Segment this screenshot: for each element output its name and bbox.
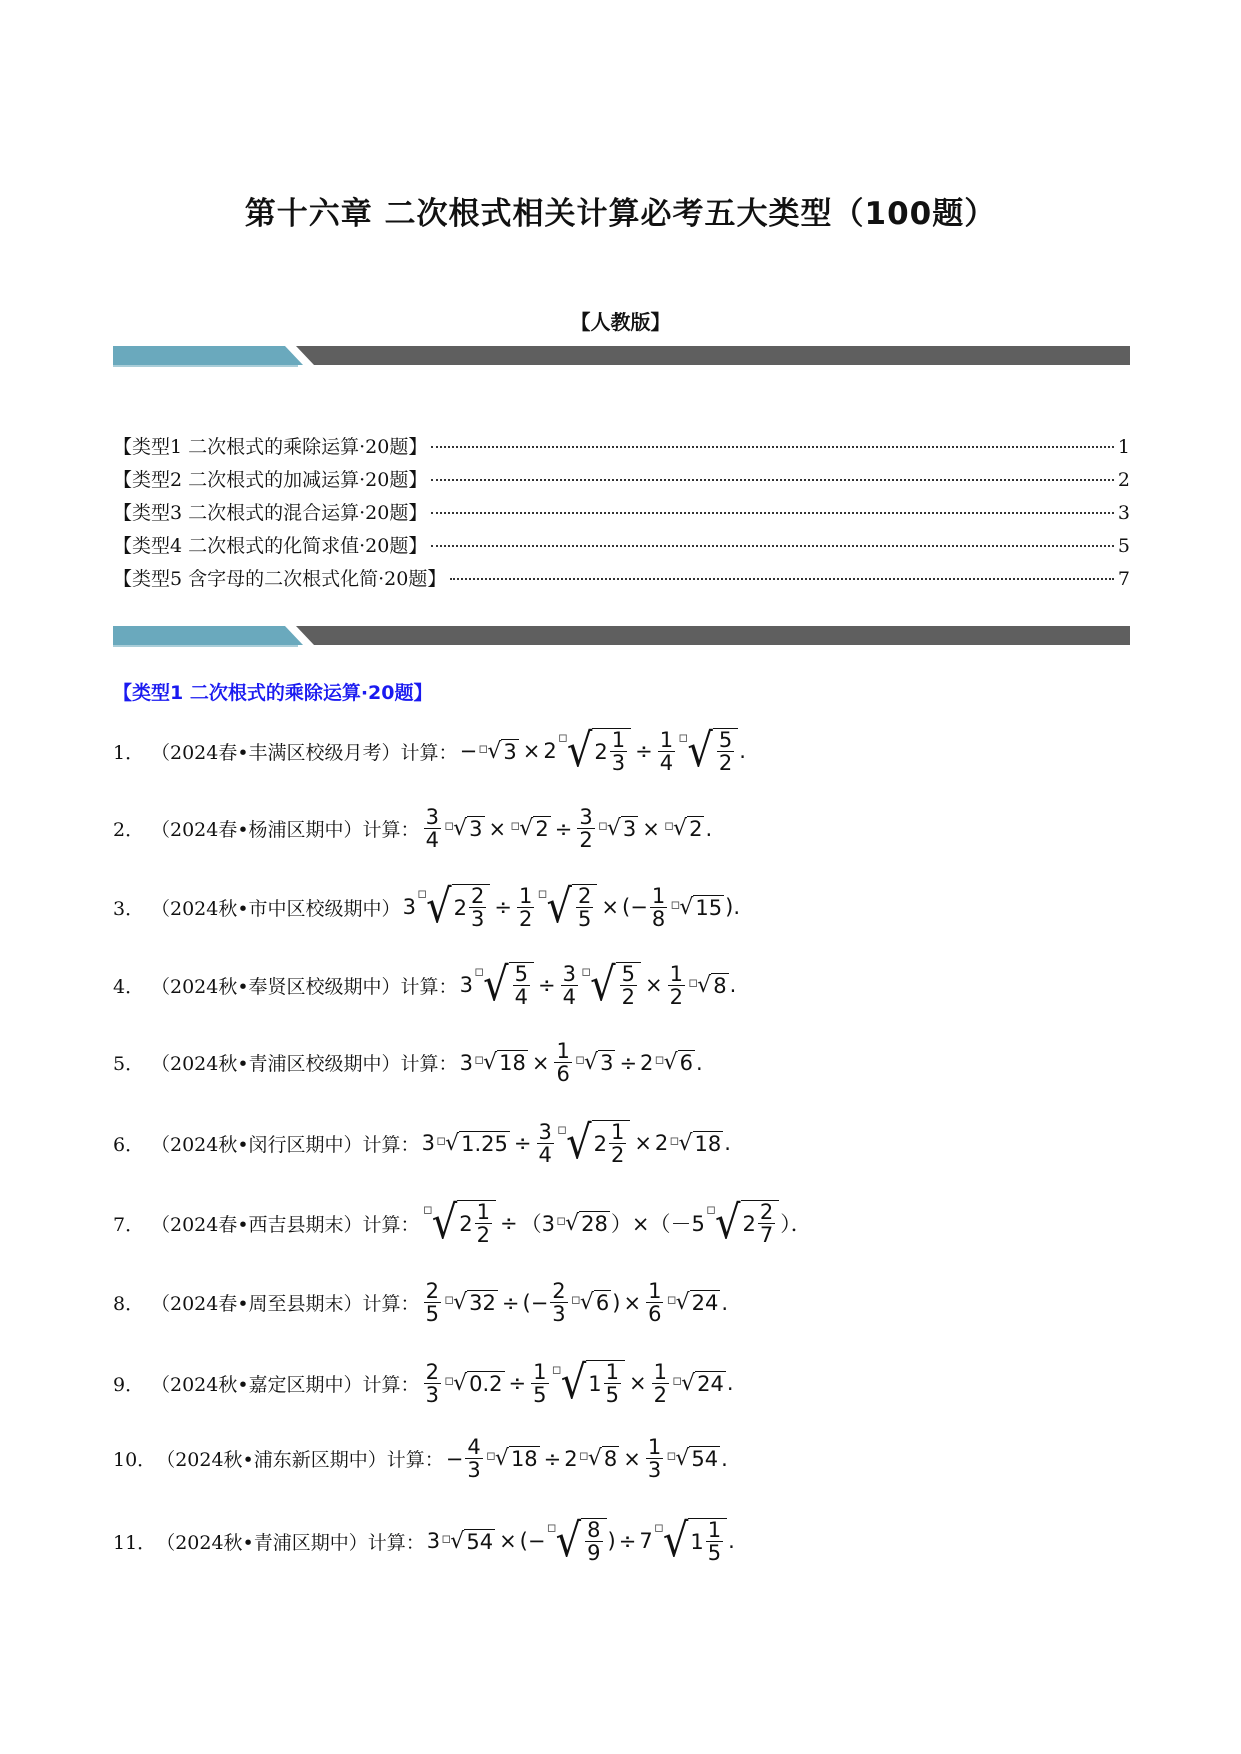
toc-entry-page: 1 bbox=[1117, 436, 1130, 458]
toc-entry-page: 5 bbox=[1117, 535, 1130, 557]
question-source: （2024春•杨浦区期中）计算： bbox=[151, 819, 420, 842]
toc-entry-label: 【类型2 二次根式的加减运算·20题】 bbox=[113, 469, 428, 491]
question-source: （2024秋•闵行区期中）计算： bbox=[151, 1133, 420, 1156]
question-source: （2024春•周至县期末）计算： bbox=[151, 1293, 420, 1316]
question-source: （2024秋•奉贤区校级期中）计算： bbox=[151, 975, 458, 998]
question-number: 8． bbox=[113, 1293, 145, 1316]
question-number: 6． bbox=[113, 1133, 145, 1156]
toc-leader-dots bbox=[450, 578, 1114, 580]
question-source: （2024秋•浦东新区期中）计算： bbox=[156, 1449, 444, 1472]
math-expression: 3 ▫ √ 2 $\frac{2}{3}$ ÷ $\frac{1}{2}$ ▫ √ $\frac{2}{5}$ × ( − $\frac{1}{8}$ ▫ √ 15 ). bbox=[402, 880, 740, 934]
toc-entry-label: 【类型1 二次根式的乘除运算·20题】 bbox=[113, 436, 428, 458]
radical: ▫ √ 3 bbox=[478, 738, 517, 764]
question-number: 7． bbox=[113, 1213, 145, 1236]
question-source: （2024秋•青浦区校级期中）计算： bbox=[151, 1053, 458, 1076]
toc-leader-dots bbox=[431, 479, 1114, 481]
question-5 bbox=[113, 1040, 1141, 1085]
math-expression: ▫ √ 2 $\frac{1}{2}$ ÷ （3 ▫ √ 28 ）×（－5 ▫ √ 2 $\frac{2}{7}$ ）． bbox=[422, 1196, 812, 1250]
toc-leader-dots bbox=[431, 512, 1114, 514]
question-source: （2024秋•市中区校级期中） bbox=[151, 897, 401, 920]
math-expression: 3 ▫ √ 1.25 ÷ $\frac{3}{4}$ ▫ √ 2 $\frac{1}{2}$ × 2 ▫ √ 18 . bbox=[421, 1116, 731, 1170]
question-source: （2024秋•青浦区期中）计算： bbox=[156, 1531, 425, 1554]
question-2 bbox=[113, 806, 1141, 851]
question-11 bbox=[113, 1514, 1141, 1568]
math-expression: 3 ▫ √ 18 × $\frac{1}{6}$ ▫ √ 3 ÷ 2 ▫ √ 6 . bbox=[459, 1039, 703, 1087]
question-number: 9． bbox=[113, 1373, 145, 1396]
question-number: 10． bbox=[113, 1449, 157, 1472]
question-number: 5． bbox=[113, 1053, 145, 1076]
toc-entry-page: 7 bbox=[1117, 568, 1130, 590]
math-expression: $\frac{2}{5}$ ▫ √ 32 ÷ ( − $\frac{2}{3}$ ▫ √ 6 ) × $\frac{1}{6}$ ▫ √ 24 . bbox=[425, 1279, 729, 1327]
question-source: （2024春•西吉县期末）计算： bbox=[151, 1213, 420, 1236]
question-8 bbox=[113, 1280, 1141, 1325]
question-6 bbox=[113, 1116, 1141, 1170]
question-9 bbox=[113, 1356, 1141, 1410]
question-number: 11． bbox=[113, 1531, 157, 1554]
question-number: 1． bbox=[113, 741, 145, 764]
toc-entry[interactable] bbox=[113, 432, 1130, 465]
toc-leader-dots bbox=[431, 545, 1114, 547]
toc-entry-label: 【类型5 含字母的二次根式化简·20题】 bbox=[113, 568, 447, 590]
toc-entry-label: 【类型3 二次根式的混合运算·20题】 bbox=[113, 502, 428, 524]
toc-entry-page: 2 bbox=[1117, 469, 1130, 491]
math-expression: 3 ▫ √ 54 × ( − ▫ √ $\frac{8}{9}$ ) ÷ 7 ▫ √ 1 $\frac{1}{5}$ . bbox=[426, 1514, 735, 1568]
toc-leader-dots bbox=[431, 446, 1114, 448]
question-10 bbox=[113, 1436, 1141, 1481]
toc-entry-page: 3 bbox=[1117, 502, 1130, 524]
radical: ▫ √ $\frac{5}{2}$ bbox=[678, 728, 738, 774]
toc-entry[interactable] bbox=[113, 498, 1130, 531]
math-expression: $\frac{2}{3}$ ▫ √ 0.2 ÷ $\frac{1}{5}$ ▫ √ 1 $\frac{1}{5}$ × $\frac{1}{2}$ ▫ √ 24 . bbox=[425, 1356, 734, 1410]
question-number: 4． bbox=[113, 975, 145, 998]
question-number: 3． bbox=[113, 897, 145, 920]
question-4 bbox=[113, 958, 1141, 1012]
divider-banner-bottom bbox=[113, 626, 1130, 645]
question-3 bbox=[113, 880, 1141, 934]
toc-entry-label: 【类型4 二次根式的化简求值·20题】 bbox=[113, 535, 428, 557]
radical: ▫ √ 2 $\frac{1}{3}$ bbox=[558, 728, 631, 774]
math-expression: − $\frac{4}{3}$ ▫ √ 18 ÷ 2 ▫ √ 8 × $\frac{1}{3}$ ▫ √ 54 . bbox=[445, 1435, 728, 1483]
math-expression: 3 ▫ √ $\frac{5}{4}$ ÷ $\frac{3}{4}$ ▫ √ $\frac{5}{2}$ × $\frac{1}{2}$ ▫ √ 8 . bbox=[459, 958, 737, 1012]
question-number: 2． bbox=[113, 819, 145, 842]
table-of-contents bbox=[113, 432, 1130, 597]
section-heading: 【类型1 二次根式的乘除运算·20题】 bbox=[113, 682, 433, 704]
question-1 bbox=[113, 724, 1141, 778]
toc-entry[interactable] bbox=[113, 564, 1130, 597]
question-source: （2024秋•嘉定区期中）计算： bbox=[151, 1373, 420, 1396]
math-expression: $\frac{3}{4}$ ▫ √ 3 × ▫ √ 2 ÷ $\frac{3}{2}$ ▫ √ 3 × ▫ √ 2 . bbox=[425, 805, 713, 853]
edition-label: 【人教版】 bbox=[570, 310, 671, 334]
question-source: （2024春•丰满区校级月考）计算： bbox=[151, 741, 458, 764]
divider-banner-top bbox=[113, 346, 1130, 365]
question-7 bbox=[113, 1196, 1141, 1250]
toc-entry[interactable] bbox=[113, 531, 1130, 564]
math-expression: − ▫ √ 3 × 2 ▫ √ 2 $\frac{1}{3}$ ÷ $\frac{1}{4}$ ▫ √ $\frac{5}{2}$ . bbox=[459, 724, 746, 778]
toc-entry[interactable] bbox=[113, 465, 1130, 498]
document-title: 第十六章 二次根式相关计算必考五大类型（100题） bbox=[244, 196, 997, 232]
